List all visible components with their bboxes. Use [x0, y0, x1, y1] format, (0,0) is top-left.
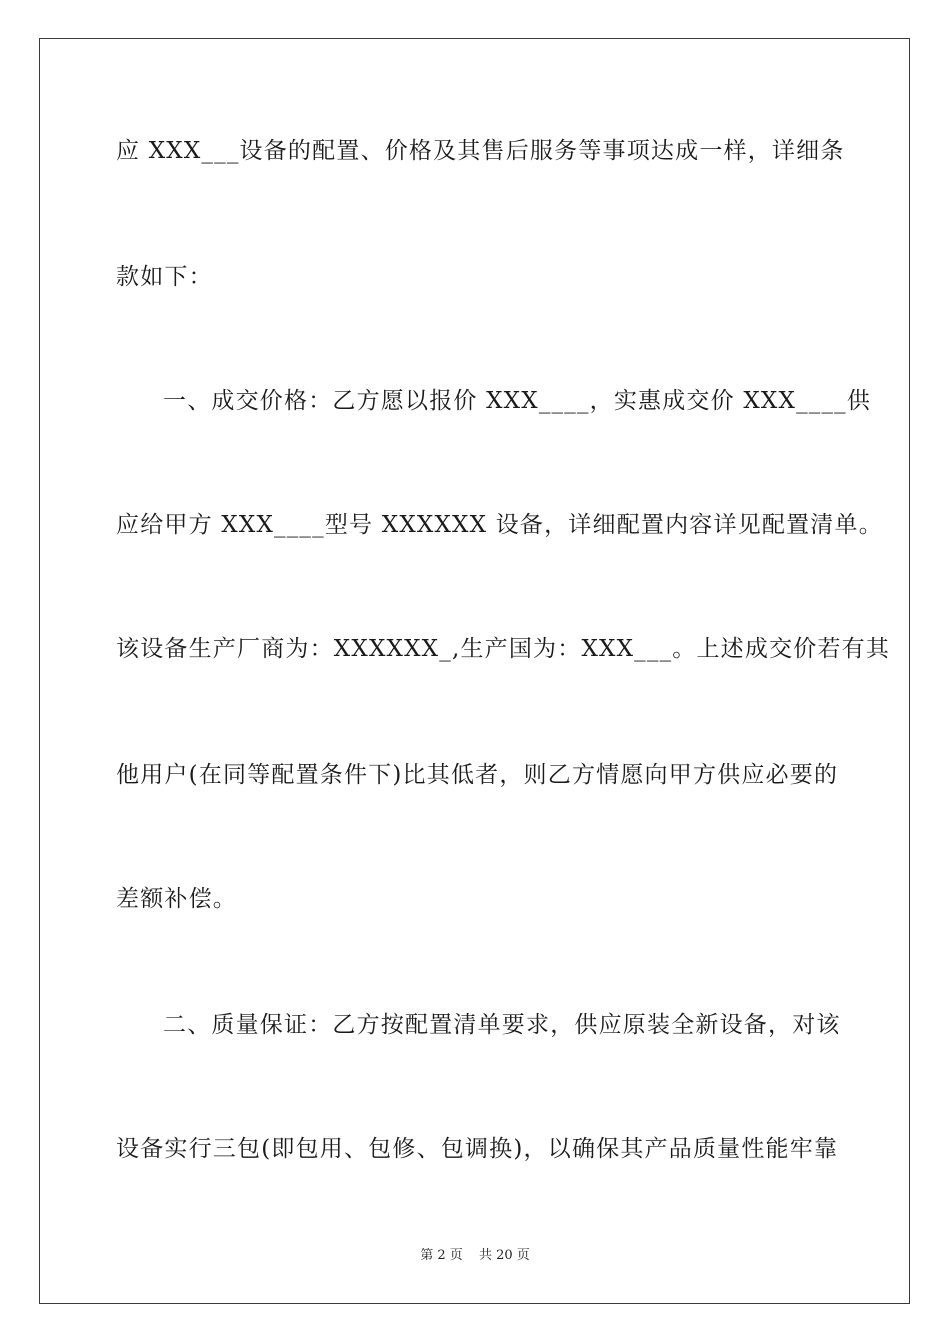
text-line: 差额补偿。	[116, 886, 237, 912]
text-line: 该设备生产厂商为：XXXXXX_,生产国为：XXX___。上述成交价若有其	[116, 636, 891, 662]
text-line: 款如下：	[116, 264, 213, 290]
page-number: 第 2 页	[420, 1248, 463, 1263]
text-line: 应 XXX___设备的配置、价格及其售后服务等事项达成一样，详细条	[116, 138, 845, 164]
section-heading-price: 一、成交价格：乙方愿以报价 XXX____，实惠成交价 XXX____供	[163, 388, 872, 414]
text-line: 他用户(在同等配置条件下)比其低者，则乙方情愿向甲方供应必要的	[116, 762, 839, 788]
section-heading-quality: 二、质量保证：乙方按配置清单要求，供应原装全新设备，对该	[163, 1012, 841, 1038]
total-pages: 共 20 页	[478, 1248, 530, 1263]
text-line: 设备实行三包(即包用、包修、包调换)，以确保其产品质量性能牢靠	[116, 1136, 839, 1162]
page-footer	[0, 1247, 950, 1265]
page-border	[39, 38, 910, 1304]
text-line: 应给甲方 XXX____型号 XXXXXX 设备，详细配置内容详见配置清单。	[116, 512, 883, 538]
